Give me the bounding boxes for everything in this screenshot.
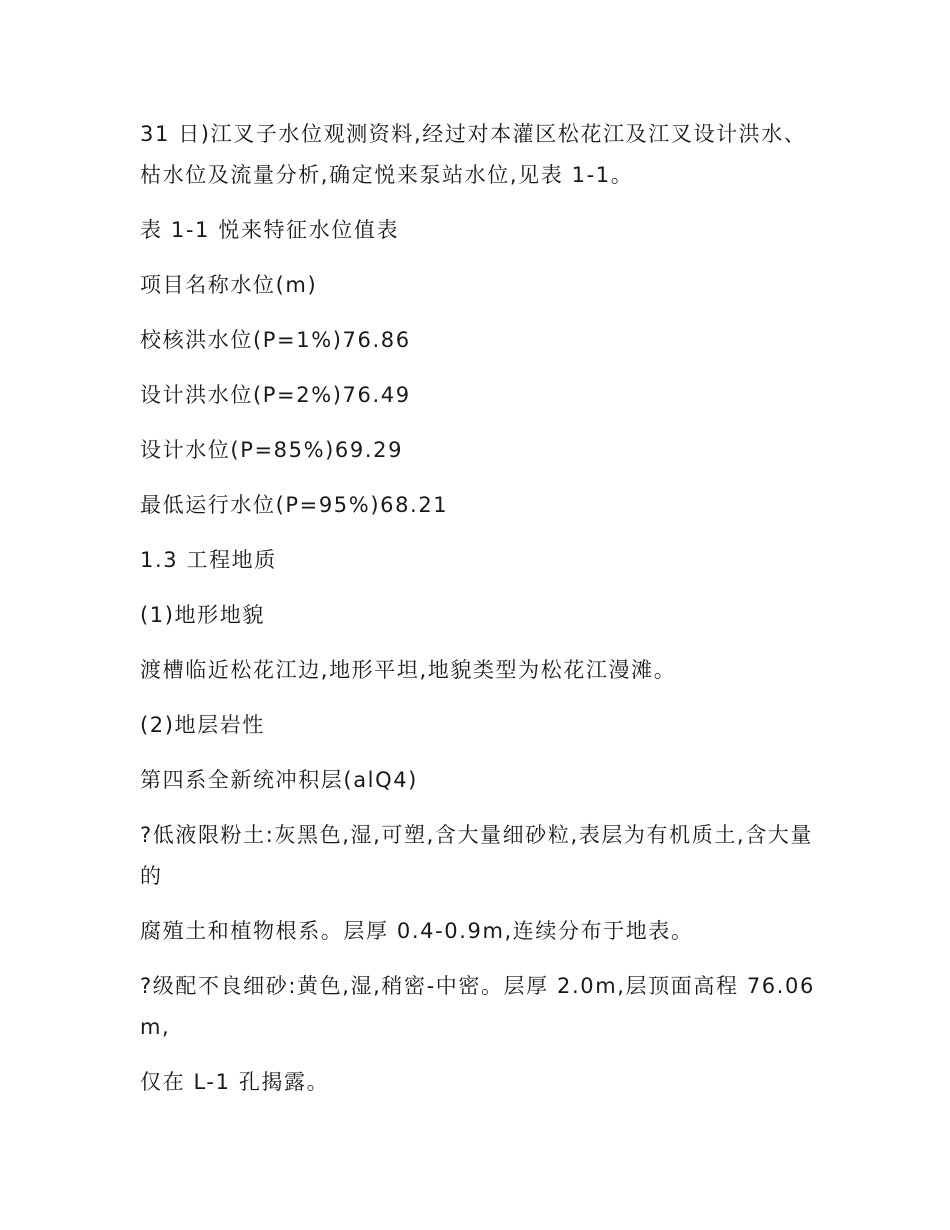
paragraph-landform: 渡槽临近松花江边,地形平坦,地貌类型为松花江漫滩。 xyxy=(140,658,677,682)
paragraph-quaternary: 第四系全新统冲积层(alQ4) xyxy=(140,768,418,792)
table-row-min-operating: 最低运行水位(P=95%)68.21 xyxy=(140,493,449,517)
subheading-landform: (1)地形地貌 xyxy=(140,603,265,627)
table-header: 项目名称水位(m) xyxy=(140,273,318,297)
document-body xyxy=(140,114,820,1103)
table-caption: 表 1-1 悦来特征水位值表 xyxy=(140,218,400,242)
table-row-design-flood: 设计洪水位(P=2%)76.49 xyxy=(140,383,411,407)
table-row-design-level: 设计水位(P=85%)69.29 xyxy=(140,438,404,462)
section-heading-geology: 1.3 工程地质 xyxy=(140,548,277,572)
paragraph-silt-layer: ?低液限粉土:灰黑色,湿,可塑,含大量细砂粒,表层为有机质土,含大量的 xyxy=(140,823,813,888)
paragraph-fine-sand: ?级配不良细砂:黄色,湿,稍密-中密。层厚 2.0m,层顶面高程 76.06m, xyxy=(140,974,815,1039)
subheading-strata: (2)地层岩性 xyxy=(140,713,265,737)
paragraph-humus: 腐殖土和植物根系。层厚 0.4-0.9m,连续分布于地表。 xyxy=(140,919,694,943)
table-row-check-flood: 校核洪水位(P=1%)76.86 xyxy=(140,328,411,352)
paragraph-water-level-source: 31 日)江叉子水位观测资料,经过对本灌区松花江及江叉设计洪水、枯水位及流量分析,确定悦来泵站水位,见表 1-1。 xyxy=(140,122,807,187)
paragraph-borehole: 仅在 L-1 孔揭露。 xyxy=(140,1070,330,1094)
